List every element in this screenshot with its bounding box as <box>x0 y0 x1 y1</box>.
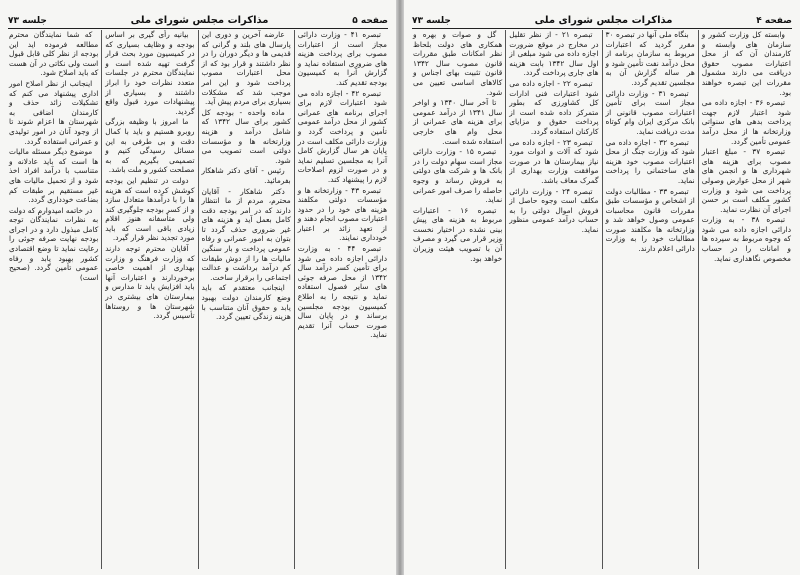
paragraph: که شما نمایندگان محترم مطالعه فرموده اید این بودجه از نظر کلی قابل قبول است ولی نکاتی در آن هست که باید اصلاح شود. <box>9 30 99 78</box>
columns <box>410 30 794 569</box>
paragraph: تبصره ۴۳ - وزارتخانه ها و مؤسسات دولتی مکلفند هزینه های خود را در حدود اعتبارات مصوب انجام دهند و از تعهد زائد بر اعتبار خودداری نمایند. <box>297 185 387 243</box>
paragraph: عارضه آخرین و دوری این پارسال های بلند و گرانی که قدیمی ها و دیگر دوران را در نظر داشتند و قرار بود که از محل اعتبارات مصوب پرداخت شود و این امر موجب شد که مشکلات بسیاری برای مردم پیش آید. <box>201 30 291 107</box>
text-column <box>101 30 197 569</box>
paragraph: تبصره ۲۳ - اجازه داده می شود که آلات و ادوات مورد نیاز بیمارستان ها در صورت موافقت وزارت بهداری از گمرک معاف باشد. <box>509 137 599 185</box>
paragraph: وابسته کل وزارت کشور و سازمان های وابسته و کارمندان آن که از محل اعتبارات مصوب حقوق دریافت می دارند مشمول مقررات این تبصره خواهند بود. <box>701 30 791 97</box>
paragraph: تبصره ۴۴ - به وزارت دارائی اجازه داده می شود برای تأمین کسر درآمد سال ۱۳۴۲ از محل صرفه جوئی های سایر فصول استفاده نماید و نتیجه را به اطلاع کمیسیون بودجه مجلسین برساند و در پایان سال صورت حساب آنرا تقدیم نماید. <box>297 244 387 340</box>
paragraph: بیانیه رأی گیری بر اساس بودجه و وظایف بسیاری که در کمیسیون مورد بحث قرار گرفت تهیه شده است و نمایندگان محترم در جلسات متعدد نظرات خود را ابراز داشتند و بسیاری از پیشنهادات مورد قبول واقع گردید. <box>105 30 195 116</box>
paragraph: تبصره ۳۳ - مطالبات دولت از اشخاص و مؤسسات طبق مقررات قانون محاسبات عمومی وصول خواهد شد و وزارتخانه ها مکلفند صورت مطالبات خود را به وزارت دارائی اعلام دارند. <box>605 186 695 254</box>
paragraph: تبصره ۴۱ - وزارت دارائی مجاز است از اعتبارات مصوب برای پرداخت هزینه های ضروری استفاده نماید و گزارش آنرا به کمیسیون بودجه تقدیم کند. <box>297 30 387 87</box>
paragraph: اینجانب از نظر اصلاح امور اداری پیشنهاد می کنم که تشکیلات زائد حذف و کارمندان اضافی به شهرستان ها اعزام شوند تا از وجود آنان در امور تولیدی و عمرانی استفاده گردد. <box>9 78 99 146</box>
paragraph: تبصره ۳۱ - وزارت دارائی مجاز است برای تأمین اعتبارات مصوب قانونی از بانک مرکزی ایران وام کوتاه مدت دریافت نماید. <box>605 88 695 136</box>
paragraph: ما امروز با وظیفه بزرگی روبرو هستیم و باید با کمال دقت و بی طرفی به این مسائل رسیدگی کنیم و تصمیمی بگیریم که به مصلحت کشور و ملت باشد. <box>105 117 195 175</box>
page-gutter <box>396 0 404 575</box>
page-right <box>404 0 800 575</box>
paragraph: ماده واحده - بودجه کل کشور برای سال ۱۳۴۲ که شامل درآمد و هزینه وزارتخانه ها و مؤسسات دولتی است تصویب می شود. <box>201 107 291 165</box>
paragraph: موضوع دیگر مسئله مالیات ها است که باید عادلانه و متناسب با درآمد افراد اخذ شود و از تحمیل مالیات های غیر مستقیم بر طبقات کم بضاعت خودداری گردد. <box>9 147 99 205</box>
paragraph: در خاتمه امیدوارم که دولت به نظرات نمایندگان توجه کامل مبذول دارد و در اجرای بودجه نهایت صرفه جوئی را رعایت نماید تا وضع اقتصادی کشور بهبود یابد و رفاه عمومی تأمین گردد. (صحیح است) <box>9 205 99 282</box>
paragraph: رئیس - آقای دکتر شاهکار بفرمائید. <box>201 166 291 185</box>
page-number: صفحه ۴ <box>756 16 792 26</box>
text-column <box>198 30 294 569</box>
paragraph: تا آخر سال ۱۳۴۰ و اواخر سال ۱۳۴۱ از درآمد عمومی برای هزینه های عمرانی از محل وام های خارجی استفاده شده است. <box>413 98 503 146</box>
paragraph: دولت در تنظیم این بودجه کوشش کرده است که هزینه ها را با درآمدها متعادل سازد و از کسر بودجه جلوگیری کند ولی متأسفانه هنوز اقلام زیادی باقی است که باید مورد تجدید نظر قرار گیرد. <box>105 175 195 243</box>
page-title: مذاکرات مجلس شورای ملی <box>130 15 269 26</box>
text-column <box>410 30 505 569</box>
page-number: صفحه ۵ <box>352 16 388 26</box>
paragraph: تبصره ۳۶ - اجازه داده می شود اعتبار لازم جهت پرداخت بدهی های سنواتی وزارتخانه ها از محل درآمد عمومی تأمین گردد. <box>701 98 791 146</box>
paragraph: تبصره ۳۲ - اجازه داده می شود که وزارت جنگ از محل اعتبارات مصوب خود هزینه های ساختمانی را پرداخت نماید. <box>605 137 695 185</box>
paragraph: تبصره ۱۶ - اعتبارات مربوط به هزینه های پیش بینی نشده در اختیار نخست وزیر قرار می گیرد و مصرف آن با تصویب هیئت وزیران خواهد بود. <box>413 205 503 263</box>
paragraph: اینجانب معتقدم که باید وضع کارمندان دولت بهبود یابد و حقوق آنان متناسب با هزینه زندگی تعیین گردد. <box>201 283 291 322</box>
paragraph: تبصره ۲۲ - اجازه داده می شود اعتبارات فنی ادارات کل کشاورزی که بطور متمرکز داده شده است از پرداخت حقوق و مزایای کارکنان استفاده گردد. <box>509 78 599 136</box>
paragraph: تبصره ۲۴ - وزارت دارائی مکلف است وجوه حاصل از فروش اموال دولتی را به حساب درآمد عمومی منظور نماید. <box>509 186 599 234</box>
text-column <box>294 30 390 569</box>
text-column <box>6 30 101 569</box>
text-column <box>505 30 601 569</box>
columns <box>6 30 390 569</box>
page-left <box>0 0 396 575</box>
paragraph: تبصره ۲۱ - از نظر تقلیل در مخارج در موقع ضرورت اجازه داده می شود مبلغی از اول سال ۱۳۴۲ بابت هزینه های جاری پرداخت گردد. <box>509 30 599 78</box>
paragraph: دکتر شاهکار - آقایان محترم، مردم از ما انتظار دارند که در امر بودجه دقت کامل بعمل آید و هزینه های غیر ضروری حذف گردد تا بتوان به امور عمرانی و رفاه عمومی پرداخت و بار سنگین مالیات ها را از دوش طبقات کم درآمد برداشت و عدالت اجتماعی را برقرار ساخت. <box>201 186 291 282</box>
page-header <box>412 8 792 29</box>
paragraph: گل و صوات و بهره و همکاری های دولت بلحاظ نظر امکانات طبق مقررات قانون مصوب سال ۱۳۴۲ قانون تثبیت بهای اجناس و کالاهای اساسی تعیین می شود. <box>413 30 503 97</box>
text-column <box>602 30 698 569</box>
paragraph: تبصره ۱۵ - وزارت دارائی مجاز است سهام دولت را در بانک ها و شرکت های دولتی به فروش رساند و وجوه حاصله را صرف امور عمرانی نماید. <box>413 147 503 205</box>
session-number: جلسه ۷۳ <box>8 16 47 26</box>
page-title: مذاکرات مجلس شورای ملی <box>534 15 673 26</box>
paragraph: آقایان محترم توجه دارند که وزارت فرهنگ و وزارت بهداری از اهمیت خاصی برخوردارند و اعتبارات آنها باید افزایش یابد تا مدارس و بیمارستان های بیشتری در شهرستان ها و روستاها تأسیس گردد. <box>105 244 195 321</box>
paragraph: تبصره ۴۲ - اجازه داده می شود اعتبارات لازم برای اجرای برنامه های عمرانی کشور از محل درآمد عمومی تأمین و پرداخت گردد و وزارت دارائی مکلف است در پایان هر سال گزارش کامل آنرا به مجلسین تسلیم نماید و در صورت لزوم اصلاحات لازم را پیشنهاد کند. <box>297 88 387 184</box>
session-number: جلسه ۷۳ <box>412 16 451 26</box>
text-column <box>698 30 794 569</box>
paragraph: تبصره ۳۷ - مبلغ اعتبار مصوب برای هزینه های شهرداری ها و انجمن های شهر از محل عوارض وصولی پرداخت می شود و وزارت کشور مکلف است بر حسن اجرای آن نظارت نماید. <box>701 147 791 214</box>
paragraph: تبصره ۳۸ - به وزارت دارائی اجازه داده می شود که وجوه مربوط به سپرده ها و امانات را در حساب مخصوص نگاهداری نماید. <box>701 215 791 263</box>
page-header <box>8 8 388 29</box>
paragraph: بنگاه ملی آنها در تبصره ۳۰ مقرر گردید که اعتبارات مربوط به سازمان برنامه از محل درآمد نفت تأمین شود و هر ساله گزارش آن به مجلسین تقدیم گردد. <box>605 30 695 87</box>
